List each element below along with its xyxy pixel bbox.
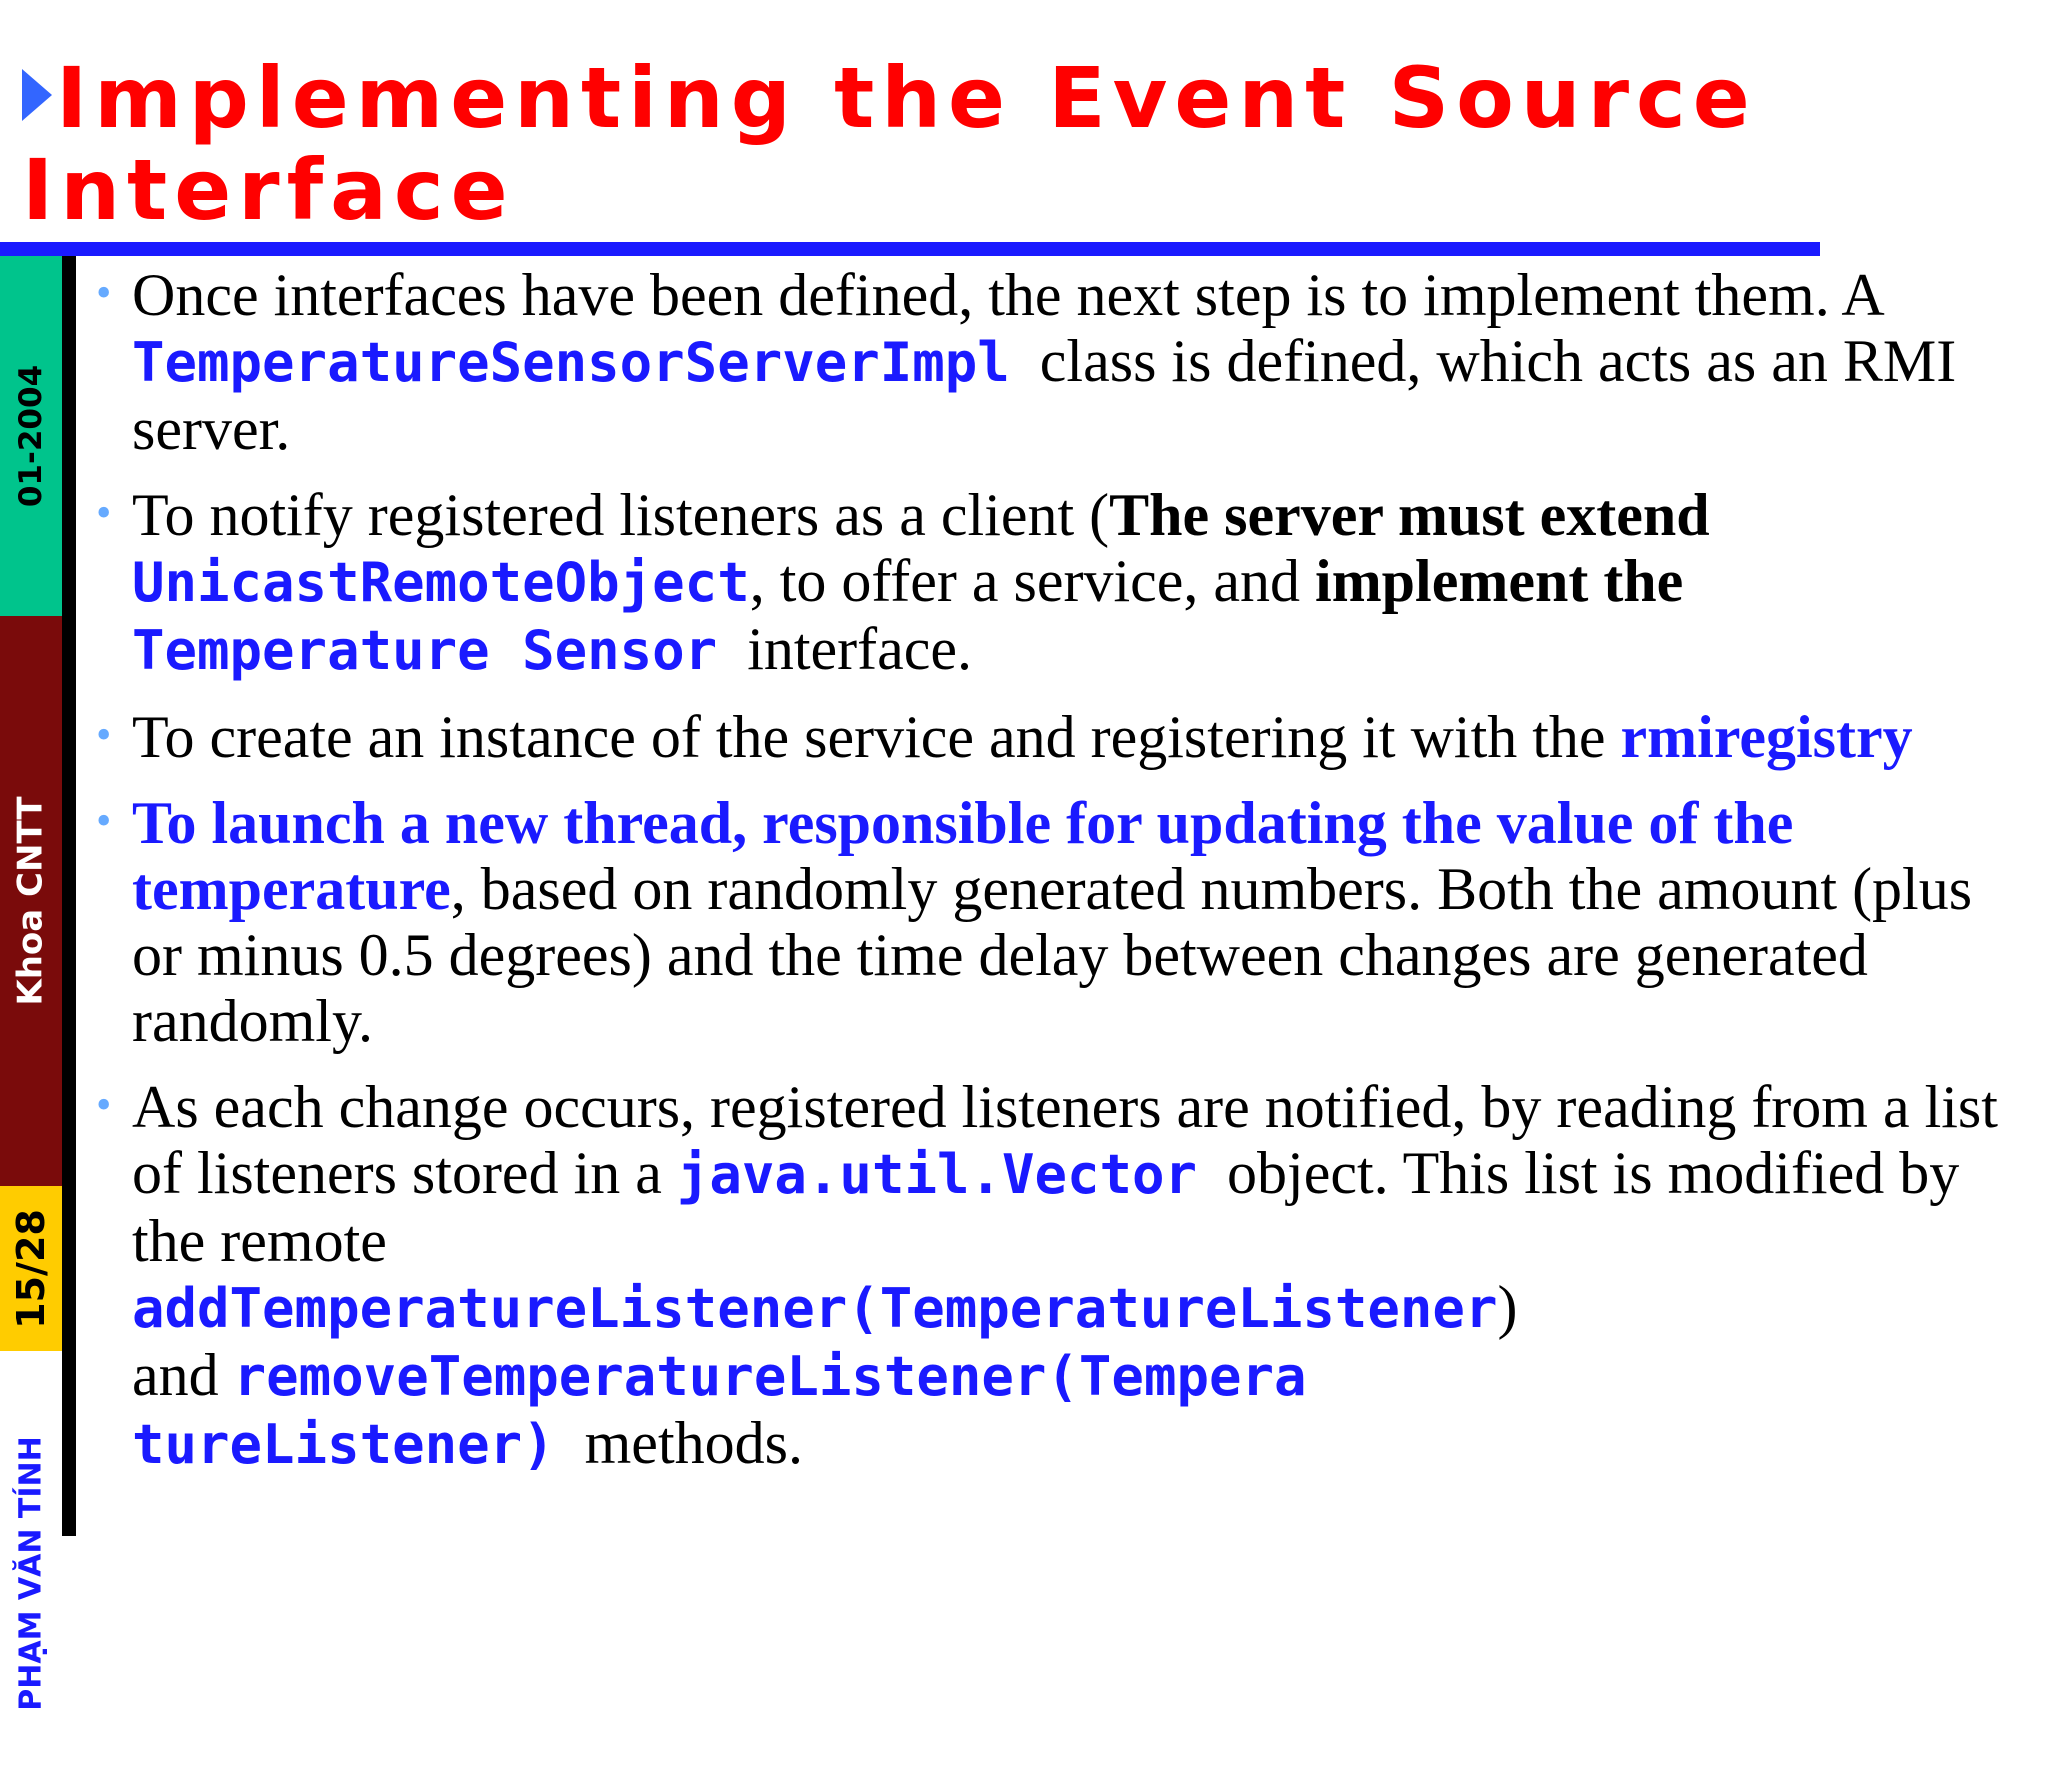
sidebar-date: 01-2004 [13, 364, 50, 508]
sidebar-divider [62, 256, 76, 1536]
bullet-dot-icon: • [96, 1080, 112, 1129]
bullet-item: • To notify registered listeners as a client (The server must extend UnicastRemoteObject, to offer a service, and implement the Temperature Sensor interface. [96, 482, 1710, 682]
sidebar [0, 256, 80, 1711]
slide-title-text: Implementing the Event Source Interface [22, 49, 1757, 239]
bullet-item: • Once interfaces have been defined, the next step is to implement them. A TemperatureSensorServerImpl class is defined, which acts as an RMI server. [96, 262, 1972, 462]
bullet-item: • To launch a new thread, responsible for updating the value of the temperature, based on randomly generated numbers. Both the amount (plus or minus 0.5 degrees) and the time delay between changes are generated randomly. [96, 790, 1973, 1054]
bullet-dot-icon: • [96, 710, 112, 759]
slide-title [22, 49, 1802, 239]
bullet-dot-icon: • [96, 488, 112, 537]
title-arrow-icon [22, 69, 52, 121]
bullet-dot-icon: • [96, 268, 112, 317]
sidebar-author: PHẠM VĂN TÍNH [13, 1436, 49, 1711]
bullet-dot-icon: • [96, 796, 112, 845]
title-underline [0, 242, 1820, 256]
slide-content [92, 262, 2032, 1498]
bullet-item: • As each change occurs, registered listeners are notified, by reading from a list of listeners stored in a java.util.Vector object. This list is modified by the remote addTemperatureListener(TemperatureListener) and removeTemperatureListener(Tempera tureListener) methods. [96, 1074, 1998, 1476]
sidebar-department: Khoa CNTT [11, 796, 52, 1006]
bullet-item: • To create an instance of the service and registering it with the rmiregistry [96, 704, 1913, 770]
sidebar-page-number: 15/28 [9, 1208, 54, 1329]
